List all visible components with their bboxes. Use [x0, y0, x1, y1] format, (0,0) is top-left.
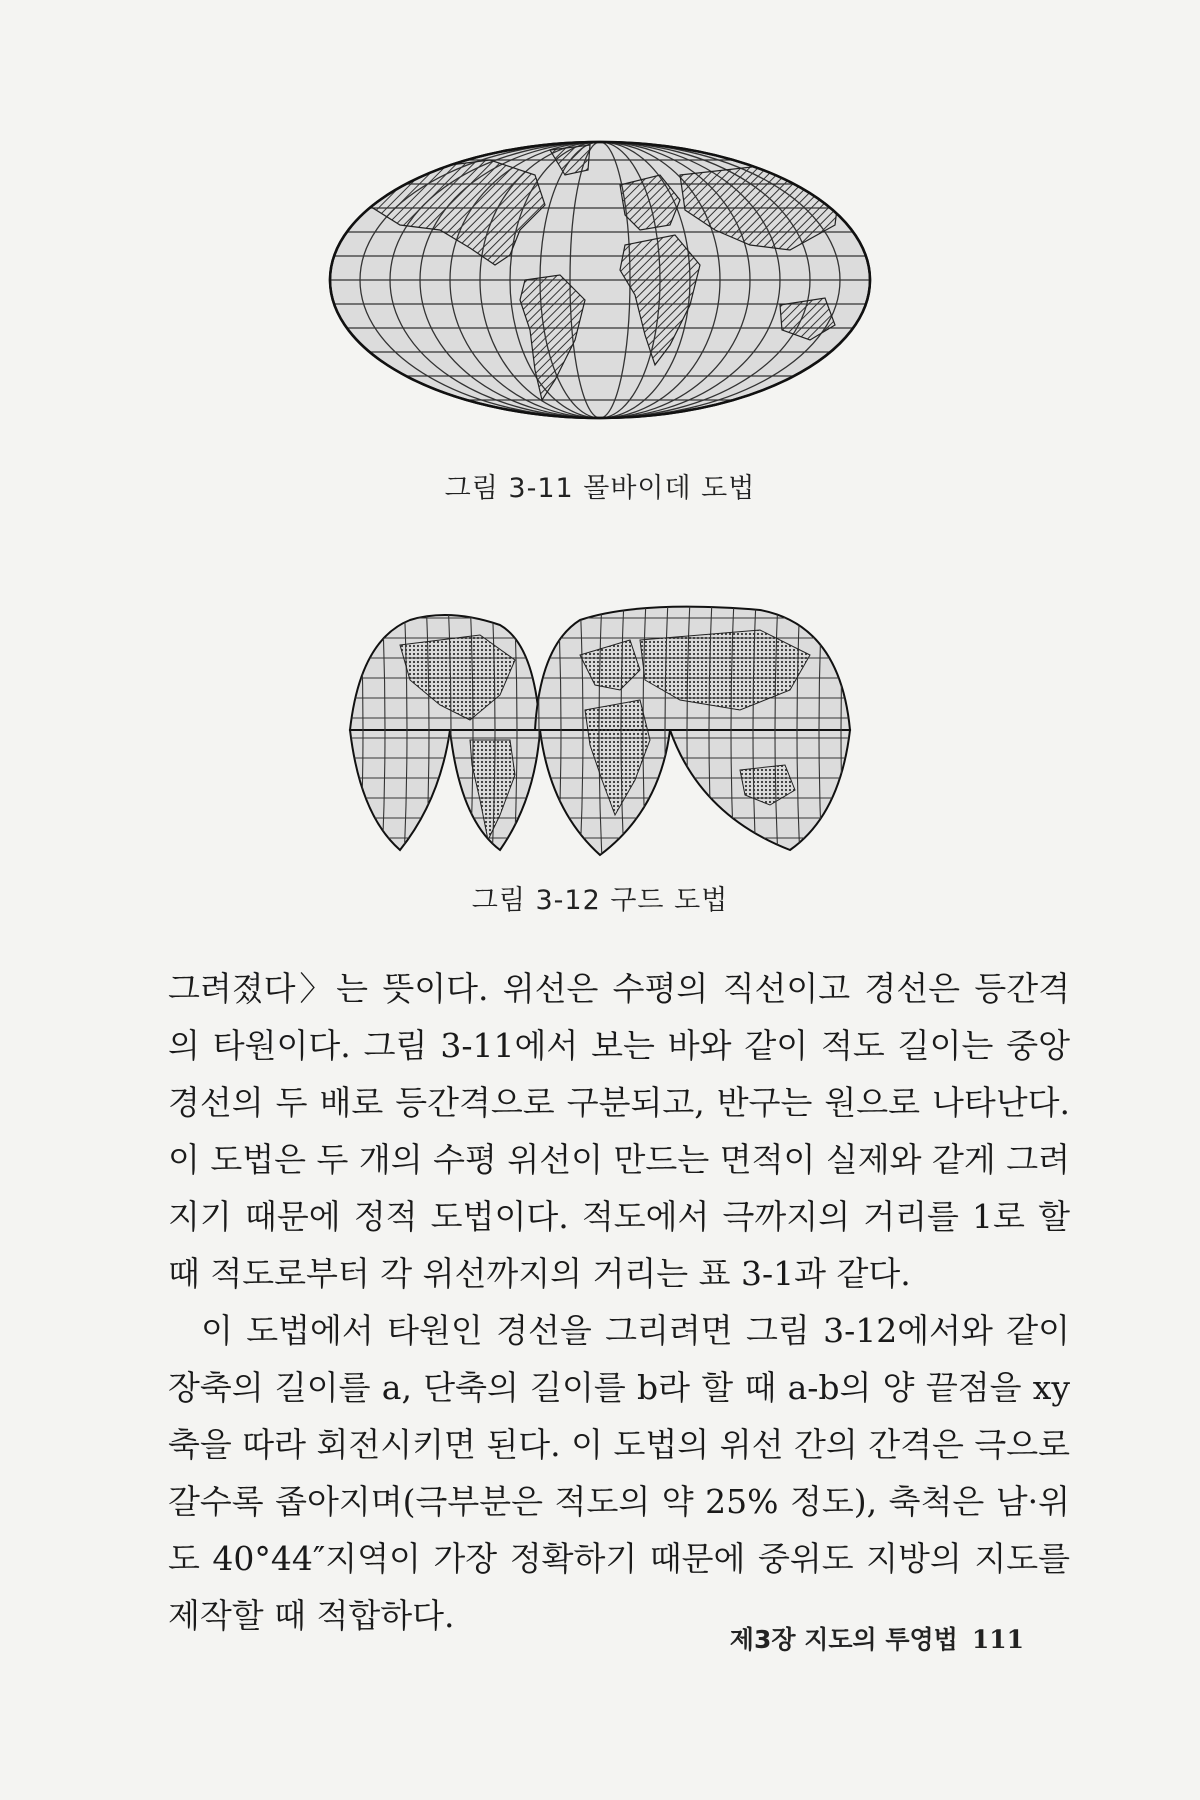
- figure-caption: 그림 3-11 몰바이데 도법: [444, 473, 756, 504]
- goode-homolosine-world-map-icon: [340, 600, 860, 860]
- figure-mollweide: [0, 130, 1200, 430]
- page-number: 111: [971, 1625, 1024, 1654]
- body-text: [168, 960, 1070, 1644]
- paragraph: 이 도법에서 타원인 경선을 그리려면 그림 3-12에서와 같이 장축의 길이를 a, 단축의 길이를 b라 할 때 a-b의 양 끝점을 xy축을 따라 회전시키면 된다. 이 도법의 위선 간의 간격은 극으로 갈수록 좁아지며(극부분은 적도의 약 25% 정도), 축척은 남·위도 40°44″지역이 가장 정확하기 때문에 중위도 지방의 지도를 제작할 때 적합하다.: [168, 1311, 1070, 1635]
- figure-goode: [0, 600, 1200, 860]
- paragraph: 그려졌다〉는 뜻이다. 위선은 수평의 직선이고 경선은 등간격의 타원이다. 그림 3-11에서 보는 바와 같이 적도 길이는 중앙 경선의 두 배로 등간격으로 구분되고, 반구는 원으로 나타난다. 이 도법은 두 개의 수평 위선이 만드는 면적이 실제와 같게 그려지기 때문에 정적 도법이다. 적도에서 극까지의 거리를 1로 할 때 적도로부터 각 위선까지의 거리는 표 3-1과 같다.: [168, 969, 1070, 1293]
- chapter-title: 제3장 지도의 투영법: [729, 1625, 958, 1654]
- figure-caption: 그림 3-12 구드 도법: [471, 885, 729, 916]
- mollweide-world-map-icon: [320, 130, 880, 430]
- page-footer: [730, 1620, 1024, 1656]
